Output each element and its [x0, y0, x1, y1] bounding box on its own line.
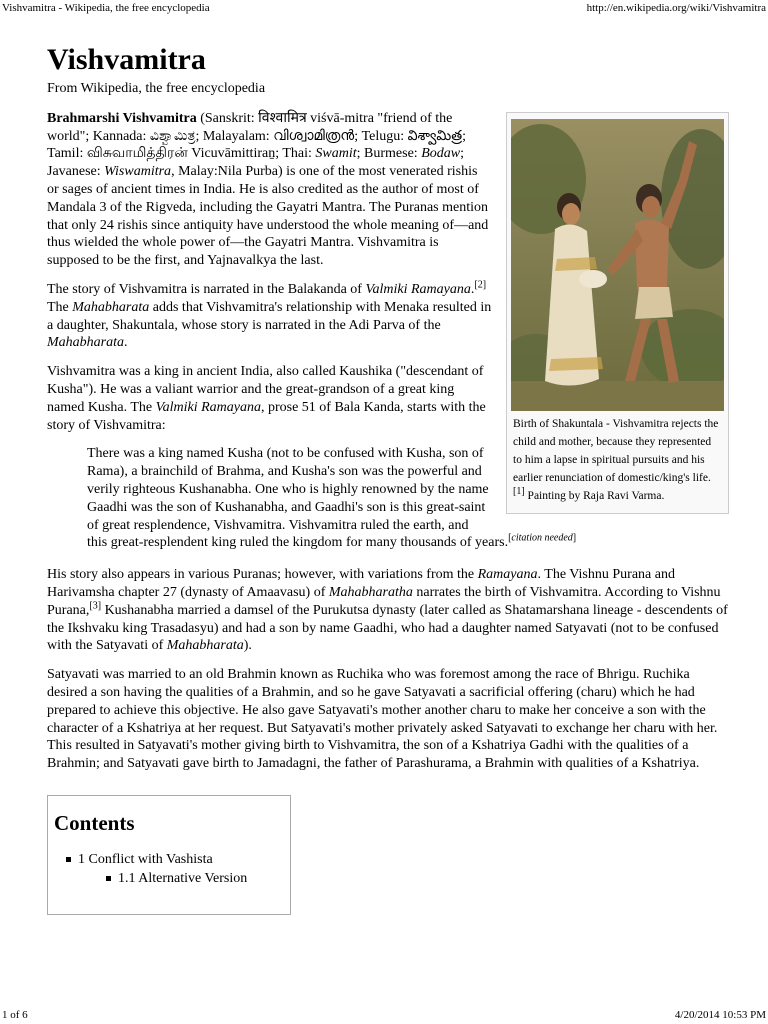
subject-name: Brahmarshi Vishvamitra	[47, 110, 197, 126]
p4-italic-2: Mahabharatha	[328, 584, 413, 600]
page-title: Vishvamitra	[47, 43, 206, 76]
caption-text: Birth of Shakuntala - Vishvamitra rejects the child and mother, because they represented to him a lapse in spiritual pursuits and his earlier renunciation of domestic/king's life.	[513, 417, 719, 484]
p2-italic-2: Mahabharata	[72, 299, 150, 315]
page-subtitle: From Wikipedia, the free encyclopedia	[47, 81, 266, 96]
p1-text-2: ; Burmese:	[356, 146, 422, 162]
p4-text-3: narrates the birth of Vishvamitra. According to Vishnu Purana,	[47, 584, 721, 618]
toc-subitem[interactable]	[118, 869, 284, 888]
p1-text-1: (Sanskrit: विश्वामित्र viśvā-mitra "friend of the world"; Kannada: ವಿಶ್ವಾಮಿತ್ರ; Malayalam: വിശ്വാമിത്രൻ; Telugu: విశ్వామిత్ర; Tamil: விசுவாமித்திரன் Vicuvāmittiraṉ; Thai:	[47, 110, 466, 162]
p2-text-3: The	[47, 299, 73, 315]
p2-text-5: .	[124, 335, 128, 351]
toc-sublist	[78, 869, 284, 888]
toc-subitem-label[interactable]: 1.1 Alternative Version	[118, 870, 248, 886]
p4-italic-3: Mahabharata	[166, 638, 244, 654]
satyavati-paragraph: Satyavati was married to an old Brahmin known as Ruchika who was foremost among the race of Bhrigu. Ruchika desired a son having the qualities of a Brahmin, and so he gave Satyavati a sacrificial offering (charu) which he had prepared to achieve this objective. He also gave Satyavati's mother another charu to make her conceive a son with the character of a Kshatriya at her request. But Satyavati's mother privately asked Satyavati to exchange her charu with her. This resulted in Satyavati's mother giving birth to Vishvamitra, the son of a Kshatriya Gadhi with the qualities of a Brahmin; and Satyavati gave birth to Jamadagni, the father of Parashurama, a Brahmin with qualities of a Kshatriya.	[47, 667, 718, 772]
quote-text: There was a king named Kusha (not to be confused with Kusha, son of Rama), a brainchild of Brahma, and Kusha's son was the powerful and verily righteous Kushanabha. One who is highly renowned by the name Gaadhi was the son of Kushanabha, and Gaadhi's son is this great-saint of great resplendence, Vishvamitra. Vishvamitra ruled the earth, and this great-resplendent king ruled the kingdom for many thousands of years.	[87, 446, 509, 551]
p4-italic-1: Ramayana	[477, 567, 538, 583]
print-timestamp: 4/20/2014 10:53 PM	[674, 1009, 766, 1021]
infobox-figure	[506, 112, 729, 514]
print-header	[0, 0, 768, 16]
print-header-url: http://en.wikipedia.org/wiki/Vishvamitra	[586, 2, 766, 14]
puranas-paragraph	[47, 566, 729, 655]
p2-text-4: adds that Vishvamitra's relationship with Menaka resulted in a daughter, Shakuntala, whose story is narrated in the Adi Parva of the	[47, 299, 492, 333]
toc-item[interactable]	[78, 850, 284, 888]
p3-text-2: , prose 51 of Bala Kanda, starts with the story of Vishvamitra:	[47, 399, 486, 433]
toc-heading: Contents	[54, 810, 135, 835]
figure-caption	[511, 411, 724, 507]
p2-text-1: The story of Vishvamitra is narrated in the Balakanda of	[47, 281, 366, 297]
p4-text-1: His story also appears in various Puranas; however, with variations from the	[47, 567, 478, 583]
print-footer	[0, 1006, 768, 1024]
p2-italic-1: Valmiki Ramayana	[365, 281, 471, 297]
p2-italic-3: Mahabharata	[47, 335, 124, 351]
p2-text-2: .	[470, 281, 475, 297]
p1-javanese: Wiswamitra	[104, 164, 172, 180]
p4-ref[interactable]: [3]	[89, 600, 102, 612]
toc-list	[54, 850, 284, 888]
p3-italic-1: Valmiki Ramayana	[155, 399, 261, 415]
p4-text-5: ).	[243, 638, 252, 654]
article-content	[47, 42, 729, 915]
print-header-title: Vishvamitra - Wikipedia, the free encyclopedia	[2, 2, 210, 14]
p1-text-4: , Malay:Nila Purba) is one of the most venerated rishis or sages of ancient times in India. He is also credited as the author of most of Mandala 3 of the Rigveda, including the Gayatri Mantra. The Puranas mention that only 24 rishis since antiquity have understood the whole meaning of—and thus wielded the whole power of—the Gayatri Mantra. Vishvamitra is supposed to be the first, and Yajnavalkya the last.	[47, 164, 489, 269]
p2-ref[interactable]: [2]	[474, 279, 487, 291]
citation-needed-text[interactable]: citation needed	[511, 532, 573, 544]
caption-ref[interactable]: [1]	[513, 485, 525, 497]
toc-item-label[interactable]: 1 Conflict with Vashista	[78, 851, 213, 867]
p3-text-1: Vishvamitra was a king in ancient India, also called Kaushika ("descendant of Kusha"). He was a valiant warrior and the great-grandson of a great king named Kusha. The	[47, 364, 484, 415]
p1-text-3: ; Javanese:	[47, 146, 464, 180]
table-of-contents	[47, 795, 291, 915]
page-count: 1 of 6	[2, 1009, 28, 1021]
p4-text-2: . The Vishnu Purana and Harivamsha chapter 27 (dynasty of Amaavasu) of	[47, 567, 675, 600]
p1-burmese: Bodaw	[421, 146, 461, 162]
painting-image[interactable]	[511, 119, 724, 411]
caption-credit: Painting by Raja Ravi Varma.	[524, 489, 665, 502]
citation-needed[interactable]: [citation needed]	[508, 532, 577, 544]
p4-text-4: Kushanabha married a damsel of the Purukutsa dynasty (later called as Shatamarshana lineage - descendents of the Ikshvaku king Trasadasyu) and had a son by name Gaadhi, who had a daughter named Satyavati (not to be confused with the Satyavati of	[47, 602, 728, 654]
p1-thai: Swamit	[315, 146, 357, 162]
